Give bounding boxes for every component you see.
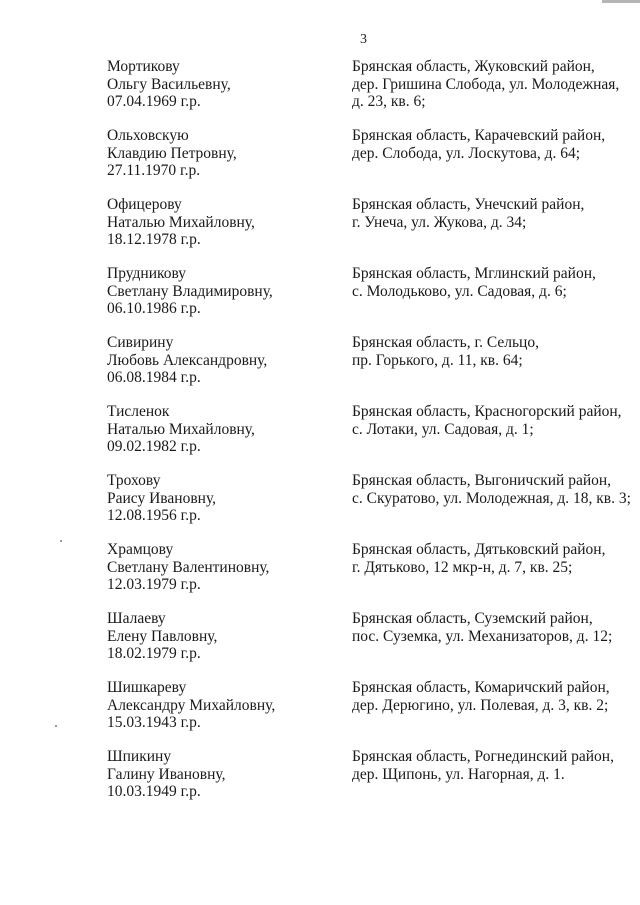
list-item xyxy=(0,541,640,601)
list-item xyxy=(0,748,640,808)
address-line: Брянская область, Выгоничский район, xyxy=(352,472,612,489)
person-birth-date: 10.03.1949 г.р. xyxy=(107,783,201,801)
address-line: Брянская область, Жуковский район, xyxy=(352,58,595,75)
person-birth-date: 12.08.1956 г.р. xyxy=(107,507,201,525)
address-block xyxy=(352,472,637,507)
address-block xyxy=(352,610,637,645)
person-block xyxy=(107,610,337,663)
address-block xyxy=(352,265,637,300)
person-surname: Прудникову xyxy=(107,265,187,282)
person-block xyxy=(107,472,337,525)
address-block xyxy=(352,679,637,714)
address-line: с. Скуратово, ул. Молодежная, д. 18, кв. 3; xyxy=(352,489,631,507)
address-line: Брянская область, Дятьковский район, xyxy=(352,541,606,558)
address-line: Брянская область, Красногорский район, xyxy=(352,403,622,420)
address-line: с. Молодьково, ул. Садовая, д. 6; xyxy=(352,282,567,300)
person-birth-date: 09.02.1982 г.р. xyxy=(107,438,201,456)
address-line: дер. Щипонь, ул. Нагорная, д. 1. xyxy=(352,765,565,783)
address-block xyxy=(352,58,637,111)
list-item xyxy=(0,265,640,325)
address-line: д. 23, кв. 6; xyxy=(352,93,426,111)
list-item xyxy=(0,196,640,256)
person-surname: Шпикину xyxy=(107,748,172,765)
list-item xyxy=(0,610,640,670)
person-block xyxy=(107,127,337,180)
address-line: Брянская область, Суземский район, xyxy=(352,610,593,627)
person-given-names: Галину Ивановну, xyxy=(107,765,226,783)
person-surname: Трохову xyxy=(107,472,161,489)
person-given-names: Александру Михайловну, xyxy=(107,696,276,714)
person-birth-date: 18.02.1979 г.р. xyxy=(107,645,201,663)
list-item xyxy=(0,679,640,739)
person-block xyxy=(107,748,337,801)
person-given-names: Ольгу Васильевну, xyxy=(107,75,231,93)
person-surname: Тисленок xyxy=(107,403,170,420)
person-birth-date: 06.08.1984 г.р. xyxy=(107,369,201,387)
list-item xyxy=(0,403,640,463)
person-block xyxy=(107,679,337,732)
person-block xyxy=(107,334,337,387)
person-block xyxy=(107,196,337,249)
address-line: дер. Гришина Слобода, ул. Молодежная, xyxy=(352,75,620,93)
address-line: Брянская область, Комаричский район, xyxy=(352,679,610,696)
address-line: пр. Горького, д. 11, кв. 64; xyxy=(352,351,523,369)
list-item xyxy=(0,58,640,118)
person-birth-date: 15.03.1943 г.р. xyxy=(107,714,201,732)
person-given-names: Светлану Валентиновну, xyxy=(107,558,270,576)
address-line: Брянская область, Унечский район, xyxy=(352,196,585,213)
person-surname: Храмцову xyxy=(107,541,174,558)
person-birth-date: 12.03.1979 г.р. xyxy=(107,576,201,594)
person-given-names: Светлану Владимировну, xyxy=(107,282,273,300)
scan-corner-mark xyxy=(602,0,640,3)
person-surname: Шишкареву xyxy=(107,679,187,696)
person-surname: Сивирину xyxy=(107,334,174,351)
person-surname: Мортикову xyxy=(107,58,180,75)
address-line: г. Унеча, ул. Жукова, д. 34; xyxy=(352,213,527,231)
address-line: с. Лотаки, ул. Садовая, д. 1; xyxy=(352,420,534,438)
person-given-names: Любовь Александровну, xyxy=(107,351,268,369)
person-given-names: Елену Павловну, xyxy=(107,627,218,645)
person-birth-date: 07.04.1969 г.р. xyxy=(107,93,201,111)
person-birth-date: 06.10.1986 г.р. xyxy=(107,300,201,318)
person-block xyxy=(107,58,337,111)
person-birth-date: 27.11.1970 г.р. xyxy=(107,162,201,180)
address-line: дер. Слобода, ул. Лоскутова, д. 64; xyxy=(352,144,581,162)
list-item xyxy=(0,472,640,532)
page-number: 3 xyxy=(360,32,367,47)
person-given-names: Раису Ивановну, xyxy=(107,489,217,507)
address-line: пос. Суземка, ул. Механизаторов, д. 12; xyxy=(352,627,613,645)
address-block xyxy=(352,541,637,576)
address-line: Брянская область, Рогнединский район, xyxy=(352,748,614,765)
person-given-names: Наталью Михайловну, xyxy=(107,213,255,231)
person-block xyxy=(107,541,337,594)
person-given-names: Клавдию Петровну, xyxy=(107,144,237,162)
address-line: Брянская область, Карачевский район, xyxy=(352,127,606,144)
person-surname: Офицерову xyxy=(107,196,182,213)
address-line: Брянская область, Мглинский район, xyxy=(352,265,596,282)
address-block xyxy=(352,748,637,783)
person-block xyxy=(107,265,337,318)
list-item xyxy=(0,127,640,187)
person-surname: Ольховскую xyxy=(107,127,189,144)
person-surname: Шалаеву xyxy=(107,610,166,627)
person-block xyxy=(107,403,337,456)
address-block xyxy=(352,334,637,369)
list-item xyxy=(0,334,640,394)
address-block xyxy=(352,196,637,231)
address-block xyxy=(352,403,637,438)
address-block xyxy=(352,127,637,162)
address-line: дер. Дерюгино, ул. Полевая, д. 3, кв. 2; xyxy=(352,696,609,714)
address-line: г. Дятьково, 12 мкр-н, д. 7, кв. 25; xyxy=(352,558,573,576)
address-line: Брянская область, г. Сельцо, xyxy=(352,334,539,351)
person-given-names: Наталью Михайловну, xyxy=(107,420,255,438)
person-birth-date: 18.12.1978 г.р. xyxy=(107,231,201,249)
